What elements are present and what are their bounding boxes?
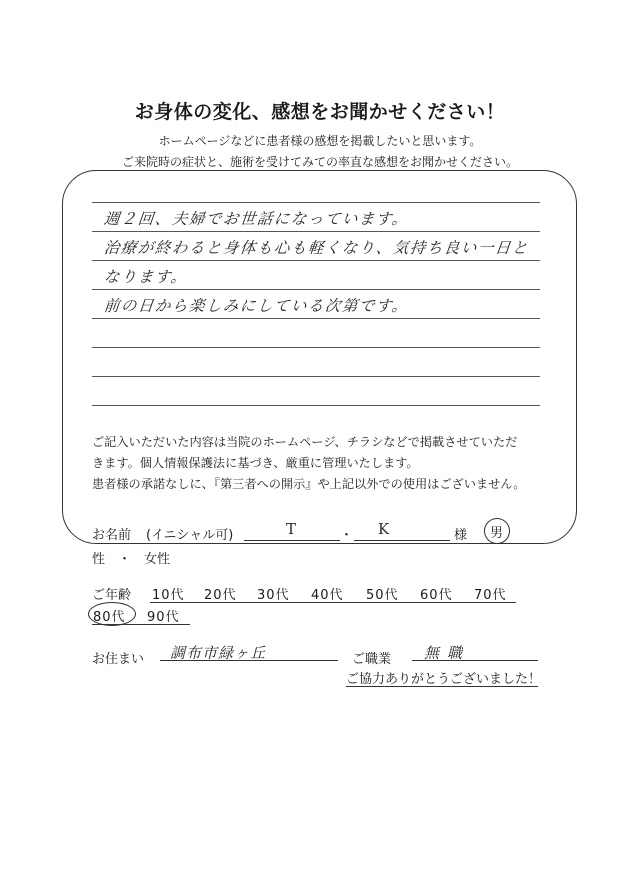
subtitle-1: ホームページなどに患者様の感想を掲載したいと思います。 <box>158 134 482 148</box>
ruled-line <box>92 260 540 261</box>
age-option: 90代 <box>147 610 180 625</box>
age-option: 30代 <box>257 588 290 603</box>
initial-1: T <box>286 520 298 538</box>
age-underline-2 <box>92 624 190 625</box>
subtitle-2: ご来院時の症状と、施術を受けてみての率直な感想をお聞かせください。 <box>121 155 518 169</box>
ruled-line <box>92 202 540 203</box>
ruled-line <box>92 405 540 406</box>
age-option: 50代 <box>366 588 399 603</box>
gender-male: 男 <box>490 526 504 541</box>
name-label: お名前 <box>92 528 132 543</box>
ruled-line <box>92 289 540 290</box>
initial-1-underline <box>244 540 340 541</box>
job-underline <box>412 660 538 661</box>
notice-line-2: きます。個人情報保護法に基づき、厳重に管理いたします。 <box>92 456 419 470</box>
privacy-notice <box>92 432 552 495</box>
name-hint: (イニシャル可) <box>146 528 234 543</box>
age-label: ご年齢 <box>92 588 132 603</box>
honorific: 様 <box>454 528 468 543</box>
address-label: お住まい <box>92 652 145 667</box>
ruled-line <box>92 376 540 377</box>
age-option: 40代 <box>311 588 344 603</box>
thanks-underline <box>346 686 538 687</box>
initial-2: K <box>378 520 391 538</box>
page-title: お身体の変化、感想をお聞かせください！ <box>134 101 506 123</box>
comment-line-1: 週２回、夫婦でお世話になっています。 <box>102 210 410 228</box>
comment-line-4: 前の日から楽しみにしている次第です。 <box>102 297 410 315</box>
age-option-selected: 80代 <box>93 610 126 625</box>
age-underline <box>150 602 516 603</box>
age-option: 10代 <box>152 588 185 603</box>
notice-line-3: 患者様の承諾なしに、『第三者への開示』や上記以外での使用はございません。 <box>92 477 526 491</box>
address-value: 調布市緑ヶ丘 <box>170 644 267 662</box>
age-option: 60代 <box>420 588 453 603</box>
initial-separator: ・ <box>340 528 354 543</box>
thanks-message: ご協力ありがとうございました！ <box>346 672 542 687</box>
notice-line-1: ご記入いただいた内容は当院のホームページ、チラシなどで掲載させていただ <box>92 435 518 449</box>
comment-line-2: 治療が終わると身体も心も軽くなり、気持ち良い一日と <box>102 239 530 257</box>
age-option: 20代 <box>204 588 237 603</box>
gender-options: 性 ・ 女性 <box>92 552 171 567</box>
initial-2-underline <box>354 540 450 541</box>
comment-line-3: なります。 <box>102 268 189 286</box>
job-value: 無職 <box>424 644 471 662</box>
ruled-line <box>92 231 540 232</box>
address-underline <box>160 660 338 661</box>
job-label: ご職業 <box>352 652 392 667</box>
age-option: 70代 <box>474 588 507 603</box>
ruled-line <box>92 318 540 319</box>
ruled-line <box>92 347 540 348</box>
